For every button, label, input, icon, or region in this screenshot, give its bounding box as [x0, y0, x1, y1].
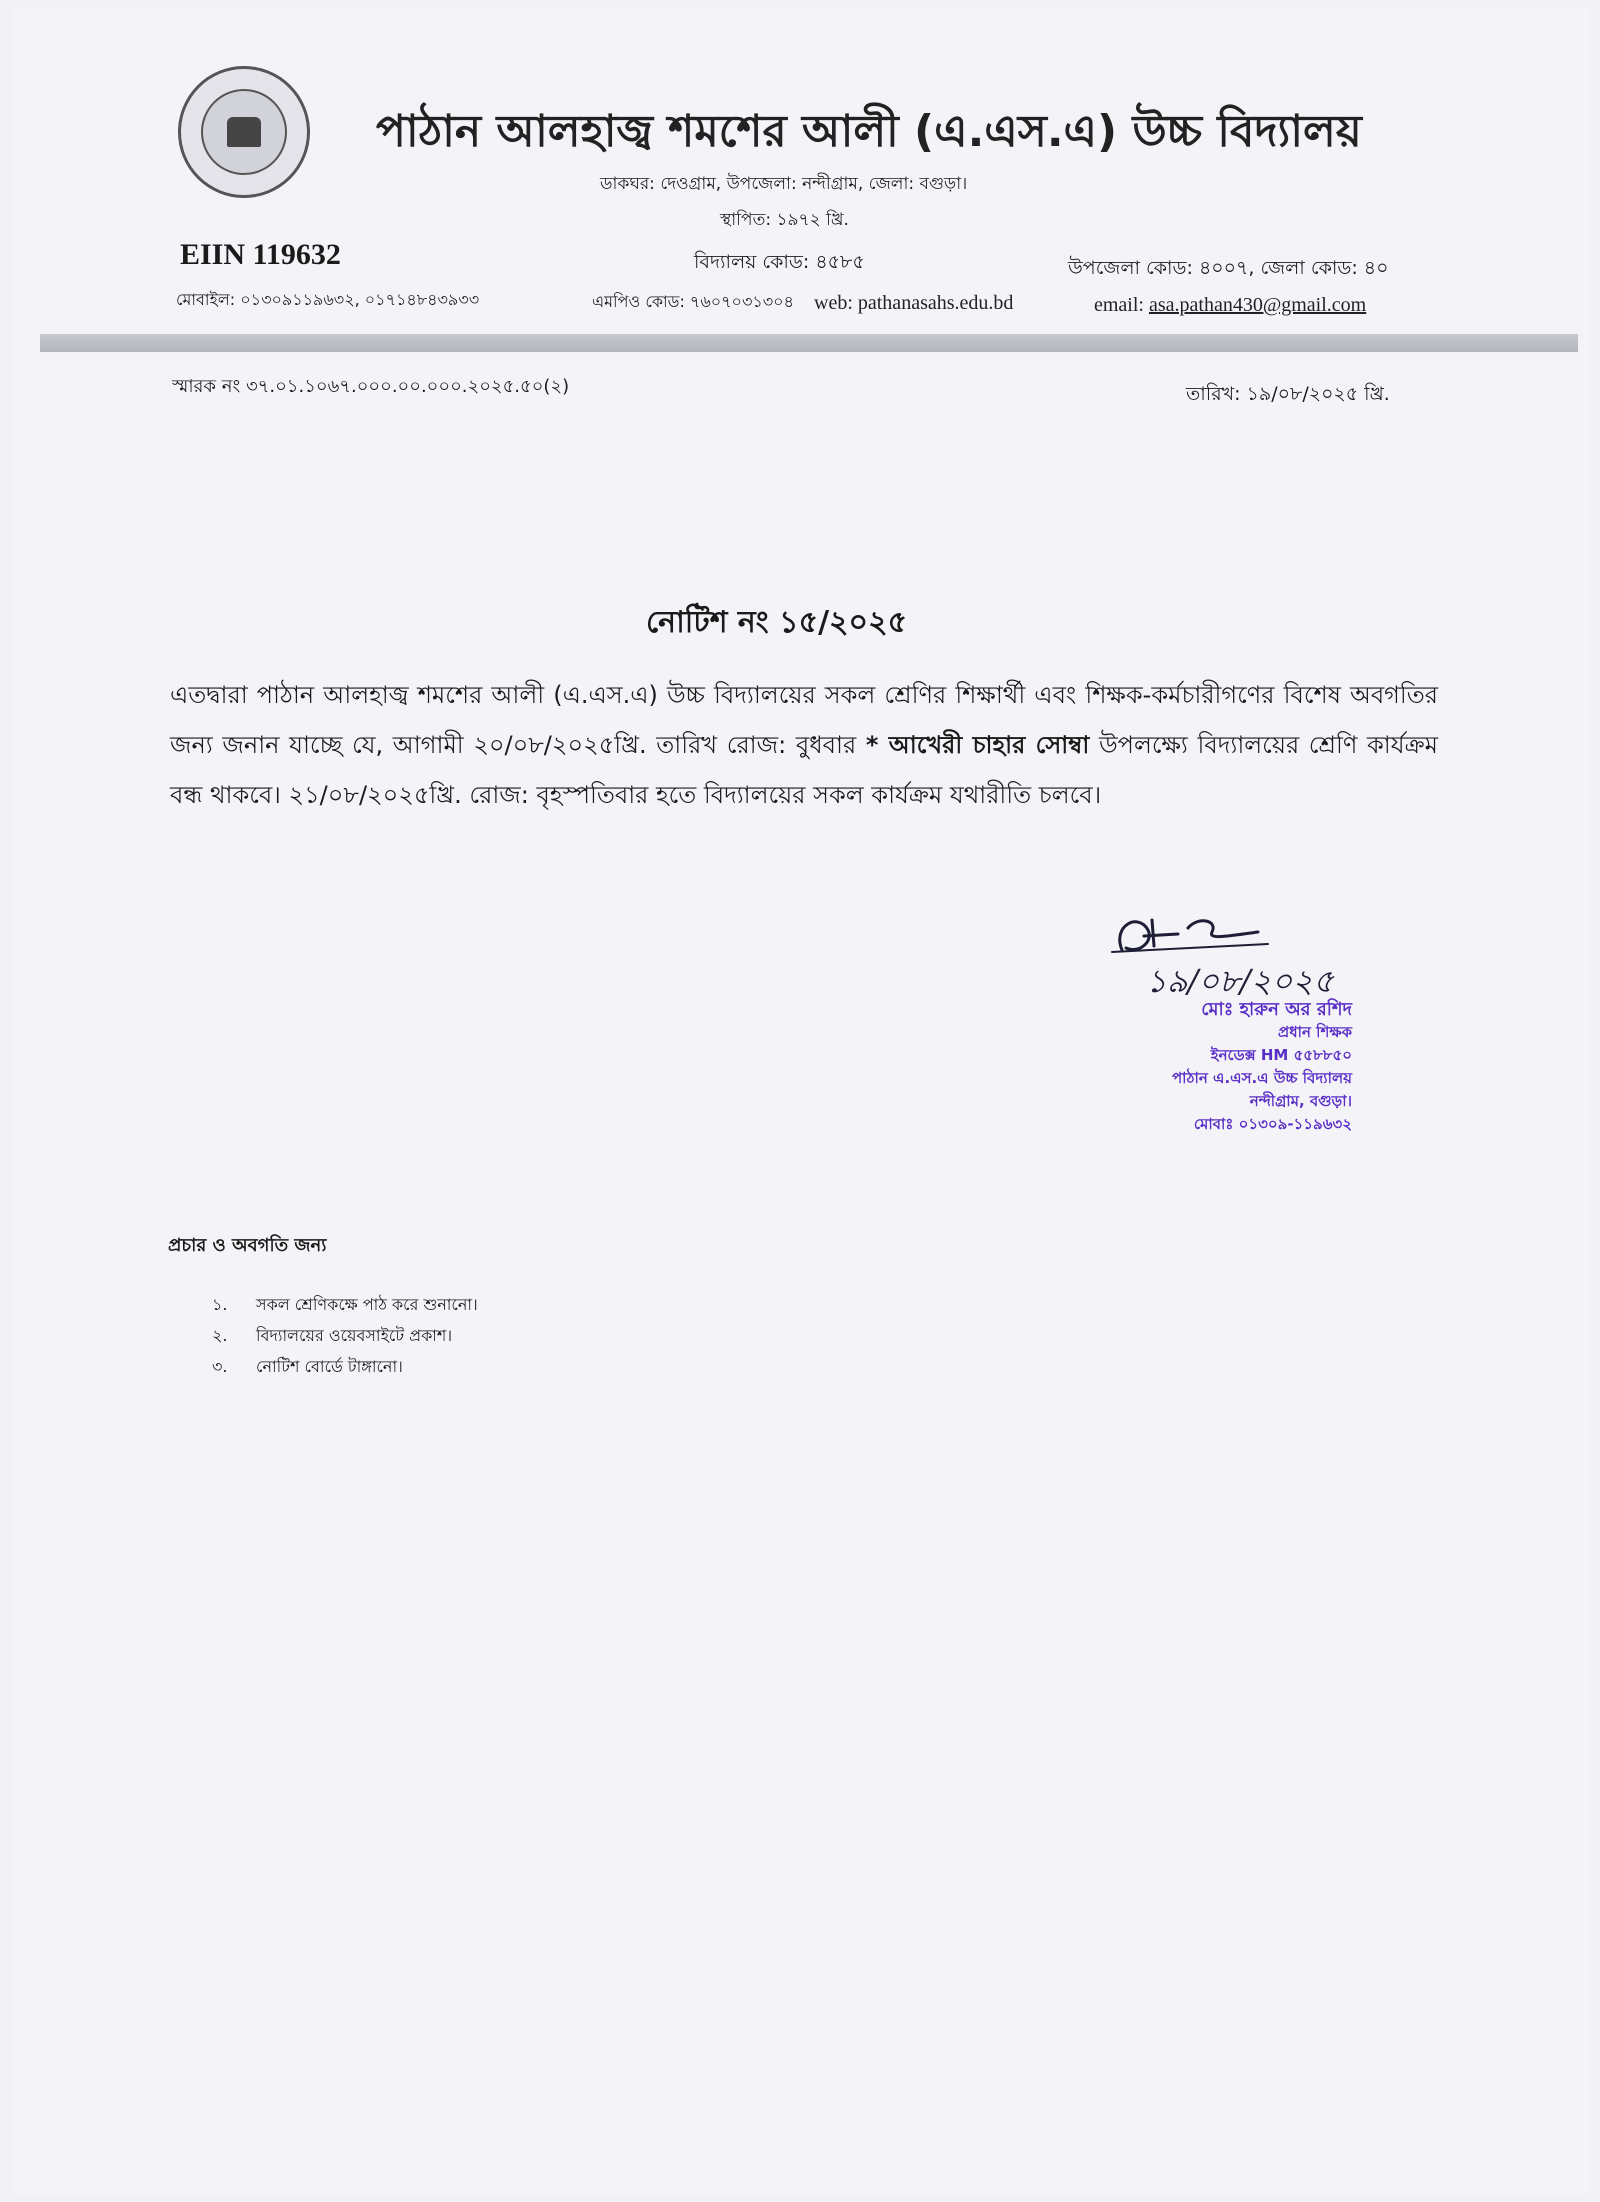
mobile-numbers: মোবাইল: ০১৩০৯১১৯৬৩২, ০১৭১৪৮৪৩৯৩৩ — [176, 290, 480, 309]
school-code: বিদ্যালয় কোড: ৪৫৮৫ — [694, 251, 865, 273]
distribution-title: প্রচার ও অবগতি জন্য — [168, 1235, 327, 1256]
stamp-school: পাঠান এ.এস.এ উচ্চ বিদ্যালয় — [1171, 1069, 1352, 1087]
school-address: ডাকঘর: দেওগ্রাম, উপজেলা: নন্দীগ্রাম, জেলা: বগুড়া। — [600, 174, 968, 194]
list-item-number: ৩. — [212, 1357, 228, 1376]
stamp-index: ইনডেক্স HM ৫৫৮৮৫০ — [1210, 1046, 1352, 1064]
email-line — [1094, 294, 1366, 317]
stamp-mobile: মোবাঃ ০১৩০৯-১১৯৬৩২ — [1193, 1115, 1352, 1133]
list-item-number: ১. — [212, 1295, 228, 1314]
email-label: email: — [1094, 294, 1149, 316]
stamp-place: নন্দীগ্রাম, বগুড়া। — [1249, 1092, 1352, 1110]
notice-body-bold: * আখেরী চাহার সোম্বা — [865, 731, 1090, 759]
seal-inner-ring — [201, 89, 287, 175]
upazila-district-code: উপজেলা কোড: ৪০০৭, জেলা কোড: ৪০ — [1068, 257, 1389, 279]
website: web: pathanasahs.edu.bd — [814, 292, 1014, 314]
notice-body-part2: উপলক্ষ্যে বিদ্যালয়ের শ্রেণি কার্যক্রম বন্ধ থাকবে। ২১/০৮/২০২৫খ্রি. রোজ: বৃহস্পতিবার হতে বিদ্যালয়ের সকল কার্যক্রম যথারীতি চলবে। — [170, 731, 1438, 809]
list-item-text: বিদ্যালয়ের ওয়েবসাইটে প্রকাশ। — [256, 1326, 453, 1345]
school-seal-logo — [178, 66, 310, 198]
school-name: পাঠান আলহাজ্ব শমশের আলী (এ.এস.এ) উচ্চ বিদ্যালয় — [376, 106, 1362, 157]
memo-number: স্মারক নং ৩৭.০১.১০৬৭.০০০.০০.০০০.২০২৫.৫০(২) — [172, 376, 570, 397]
header-divider — [40, 334, 1578, 352]
headmaster-stamp — [1092, 998, 1352, 1136]
list-item-text: নোটিশ বোর্ডে টাঙ্গানো। — [256, 1357, 403, 1376]
notice-body — [170, 670, 1438, 820]
notice-body-part1: এতদ্বারা পাঠান আলহাজ্ব শমশের আলী (এ.এস.এ) উচ্চ বিদ্যালয়ের সকল শ্রেণির শিক্ষার্থী এবং শিক্ষক-কর্মচারীগণের বিশেষ অবগতির জন্য জনান যাচ্ছে যে, আগামী ২০/০৮/২০২৫খ্রি. তারিখ রোজ: বুধবার — [170, 681, 1438, 759]
stamp-title: প্রধান শিক্ষক — [1278, 1023, 1352, 1041]
signature-date: ১৯/০৮/২০২৫ — [1146, 962, 1334, 1000]
mpo-code: এমপিও কোড: ৭৬০৭০৩১৩০৪ — [592, 292, 794, 311]
notice-title: নোটিশ নং ১৫/২০২৫ — [646, 605, 908, 640]
list-item-number: ২. — [212, 1326, 228, 1345]
eiin-number: EIIN 119632 — [180, 238, 341, 271]
memo-date: তারিখ: ১৯/০৮/২০২৫ খ্রি. — [1186, 383, 1390, 405]
seal-emblem-icon — [227, 117, 261, 147]
established-year: স্থাপিত: ১৯৭২ খ্রি. — [720, 210, 849, 230]
stamp-name: মোঃ হারুন অর রশিদ — [1201, 999, 1352, 1020]
list-item-text: সকল শ্রেণিকক্ষে পাঠ করে শুনানো। — [256, 1295, 478, 1314]
email-link[interactable]: asa.pathan430@gmail.com — [1148, 294, 1367, 316]
